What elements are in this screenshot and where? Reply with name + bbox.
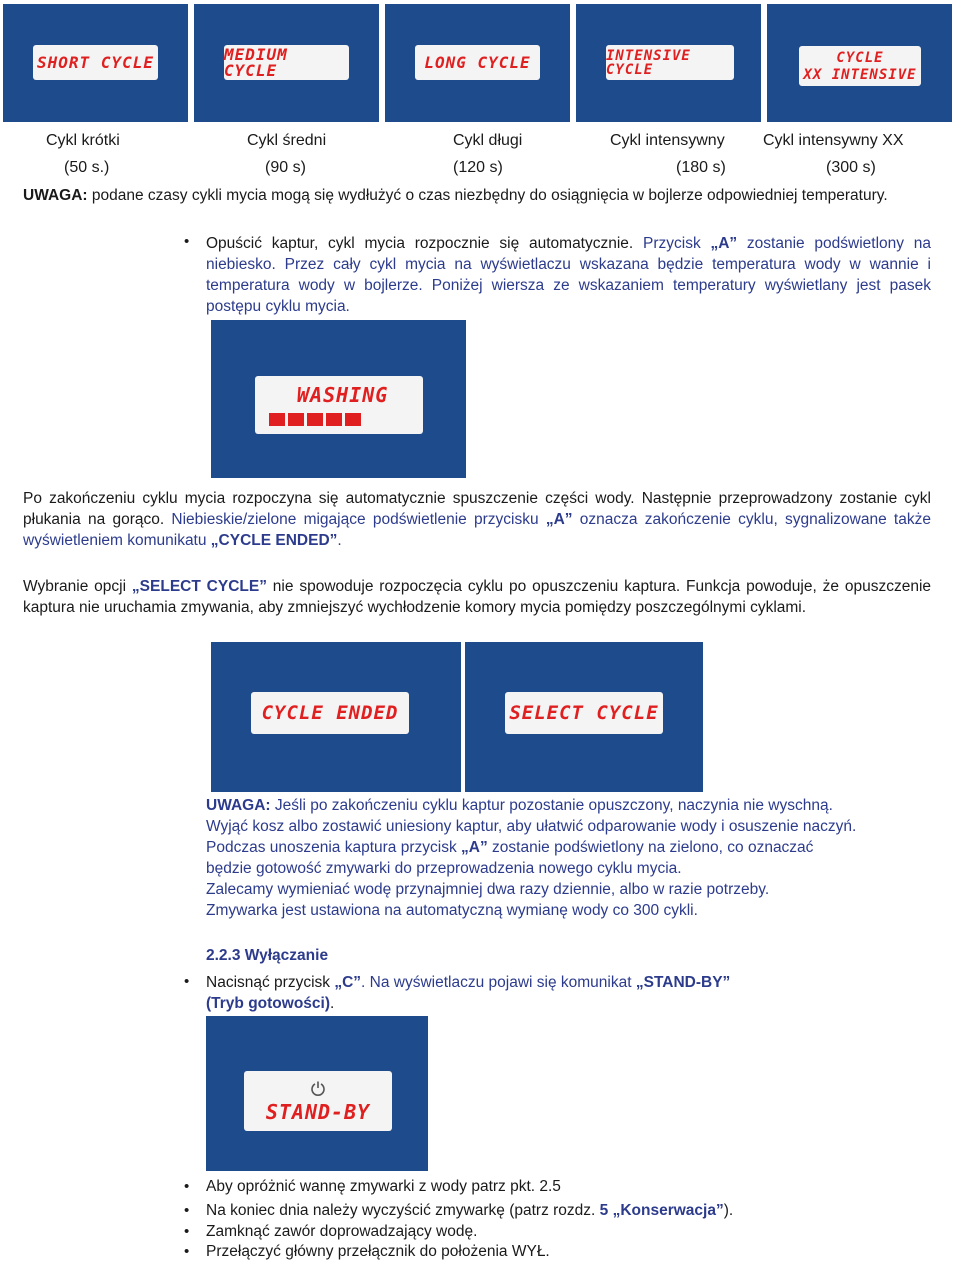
lcd-intensive-xx	[799, 46, 921, 86]
lcd-long	[415, 45, 540, 80]
power-icon	[310, 1080, 326, 1096]
progress-block	[307, 413, 323, 426]
para-rinse	[23, 488, 931, 551]
note-text: podane czasy cykli mycia mogą się wydłużyć o czas niezbędny do osiągnięcia w bojlerze odpowiedniej temperatury.	[87, 187, 888, 204]
note-line-1: Jeśli po zakończeniu cyklu kaptur pozostanie opuszczony, naczynia nie wyschną.	[270, 797, 833, 814]
cycle-name-long: Cykl długi	[453, 132, 523, 149]
bullet-dot: •	[184, 233, 190, 250]
key-a: „A”	[545, 511, 573, 528]
bullet-dot: •	[184, 1202, 190, 1219]
para-text-blue-3: .	[337, 532, 342, 549]
note-cycle-times	[23, 185, 931, 206]
para-text-blue: Niebieskie/zielone migające podświetlenie przycisku	[171, 511, 546, 528]
note-hood-lowered	[206, 795, 946, 921]
key-a: „A”	[710, 235, 738, 252]
display-panel-washing	[211, 320, 466, 478]
lcd-text-line1: CYCLE	[836, 49, 884, 66]
note-line-3b: zostanie podświetlony na zielono, co oznaczać	[487, 839, 814, 856]
cycle-time-short: (50 s.)	[64, 159, 110, 176]
progress-block	[345, 413, 361, 426]
display-panel-select-cycle	[465, 642, 703, 792]
lcd-short	[33, 45, 158, 80]
cycle-time-intensive-xx: (300 s)	[826, 159, 876, 176]
lcd-text: CYCLE ENDED	[261, 701, 399, 724]
para-text-blue-2: oznacza zakończenie cyklu, sygnalizowane także wyświetleniem komunikatu	[23, 511, 931, 549]
lcd-text: LONG CYCLE	[424, 52, 531, 72]
para-text-2: nie spowoduje rozpoczęcia cyklu po opuszczeniu kaptura. Funkcja powoduje, że opuszczenie kaptura nie uruchamia zmywania, aby zmniejszyć wychłodzenie komory mycia pomiędzy poszczególnymi cyklami.	[23, 578, 932, 616]
cycle-time-medium: (90 s)	[265, 159, 306, 176]
bullet-lower-hood	[206, 233, 931, 317]
bullet-text: Opuścić kaptur, cykl mycia rozpocznie się automatycznie.	[206, 235, 643, 252]
para-select-cycle	[23, 576, 931, 618]
bullet-dot: •	[184, 973, 190, 990]
display-panel-cycle-ended	[211, 642, 461, 792]
bullet-clean	[206, 1202, 733, 1220]
note-label: UWAGA:	[206, 797, 271, 814]
bullet-text-end: .	[330, 995, 335, 1012]
section-title: 2.2.3 Wyłączanie	[206, 947, 329, 964]
bullet-text: Na koniec dnia należy wyczyścić zmywarkę (patrz rozdz.	[206, 1202, 600, 1219]
bullet-dot: •	[184, 1178, 190, 1195]
display-panel-standby	[206, 1016, 428, 1171]
bullet-close-valve: Zamknąć zawór doprowadzający wodę.	[206, 1223, 478, 1240]
bullet-text-blue: . Na wyświetlaczu pojawi się komunikat	[361, 974, 636, 991]
bullet-text: Nacisnąć przycisk	[206, 974, 335, 991]
display-panel-intensive-xx	[767, 4, 952, 122]
bullet-drain: Aby opróżnić wannę zmywarki z wody patrz pkt. 2.5	[206, 1178, 561, 1195]
display-panel-short	[3, 4, 188, 122]
chapter-link[interactable]: „Konserwacja”	[608, 1202, 724, 1219]
msg-select-cycle: „SELECT CYCLE”	[131, 578, 267, 595]
cycle-name-short: Cykl krótki	[46, 132, 120, 149]
lcd-text: MEDIUM CYCLE	[224, 44, 288, 80]
key-c: „C”	[334, 974, 362, 991]
msg-standby-mode: (Tryb gotowości)	[206, 995, 330, 1012]
bullet-dot: •	[184, 1223, 190, 1240]
lcd-text: SELECT CYCLE	[509, 701, 659, 724]
display-panel-long	[385, 4, 570, 122]
cycle-time-long: (120 s)	[453, 159, 503, 176]
note-label: UWAGA:	[23, 187, 88, 204]
bullet-text-blue: Przycisk	[643, 235, 711, 252]
bullet-text-end: ).	[723, 1202, 734, 1219]
para-text: Po zakończeniu cyklu mycia rozpoczyna się automatycznie spuszczenie części wody. Następnie przeprowadzony zostanie cykl płukania na gorąco.	[23, 490, 931, 528]
bullet-text-blue-2: zostanie podświetlony na niebiesko. Przez cały cykl mycia na wyświetlaczu wskazana będzie temperatura wody w wannie i temperatura wody w bojlerze. Poniżej wiersza ze wskazaniem temperatury wyświetlany jest pasek postępu cyklu mycia.	[206, 235, 931, 315]
progress-bar	[269, 413, 361, 426]
note-line-6: Zmywarka jest ustawiona na automatyczną wymianę wody co 300 cykli.	[206, 902, 698, 919]
note-line-3: Podczas unoszenia kaptura przycisk	[206, 839, 462, 856]
lcd-cycle-ended	[251, 692, 409, 734]
lcd-medium	[224, 45, 349, 80]
display-panel-medium	[194, 4, 379, 122]
lcd-text: SHORT CYCLE	[37, 52, 154, 72]
para-text: Wybranie opcji	[23, 578, 132, 595]
lcd-text: WASHING	[297, 382, 389, 407]
bullet-main-switch: Przełączyć główny przełącznik do położenia WYŁ.	[206, 1243, 550, 1260]
msg-stand-by: „STAND-BY”	[635, 974, 731, 991]
lcd-text: INTENSIVE CYCLE	[606, 47, 691, 78]
msg-cycle-ended: „CYCLE ENDED”	[210, 532, 338, 549]
lcd-washing	[255, 376, 423, 434]
cycle-name-medium: Cykl średni	[247, 132, 327, 149]
chapter-number: 5	[599, 1202, 609, 1219]
lcd-standby	[244, 1071, 392, 1131]
cycle-name-intensive: Cykl intensywny	[610, 132, 725, 149]
display-panel-intensive	[576, 4, 761, 122]
progress-block	[269, 413, 285, 426]
note-line-4: będzie gotowość zmywarki do przeprowadzenia nowego cyklu mycia.	[206, 860, 682, 877]
cycle-time-intensive: (180 s)	[676, 159, 726, 176]
lcd-intensive	[606, 45, 734, 80]
cycle-name-intensive-xx: Cykl intensywny XX	[763, 132, 904, 149]
lcd-select-cycle	[505, 692, 663, 734]
progress-block	[288, 413, 304, 426]
bullet-press-c	[206, 972, 826, 1014]
lcd-text: STAND-BY	[265, 1100, 371, 1124]
progress-block	[326, 413, 342, 426]
lcd-text-line2: XX INTENSIVE	[803, 66, 917, 83]
note-line-2: Wyjąć kosz albo zostawić uniesiony kaptur, aby ułatwić odparowanie wody i osuszenie naczyń.	[206, 818, 857, 835]
note-line-5: Zalecamy wymieniać wodę przynajmniej dwa razy dziennie, albo w razie potrzeby.	[206, 881, 770, 898]
bullet-dot: •	[184, 1243, 190, 1260]
key-a: „A”	[461, 839, 488, 856]
